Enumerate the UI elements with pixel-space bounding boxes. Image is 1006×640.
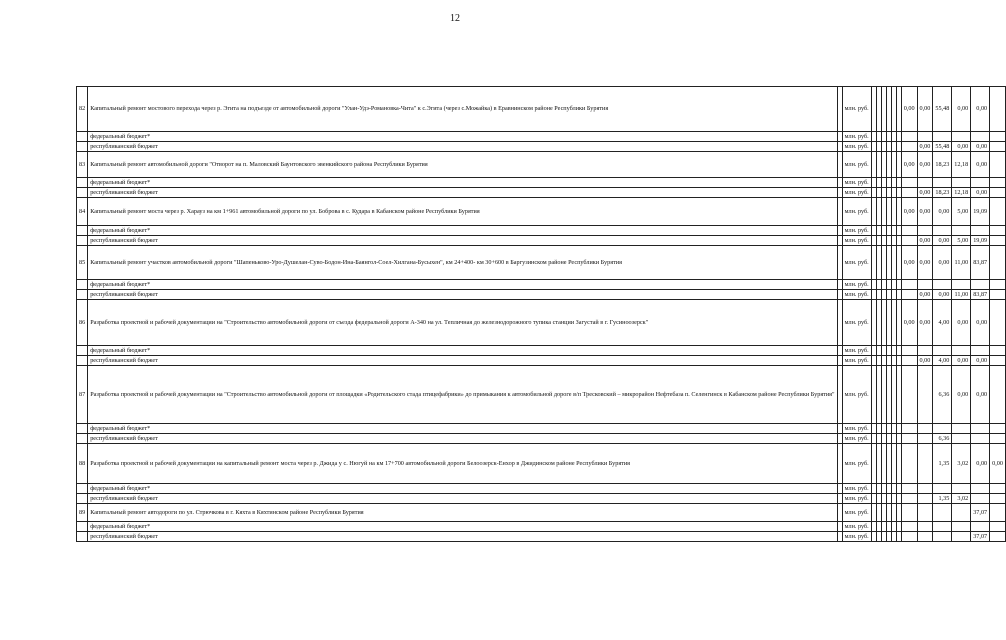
budget-source-name: федеральный бюджет*: [88, 484, 837, 494]
value-cell: [971, 494, 990, 504]
table-row-item: [77, 504, 1006, 522]
value-cell: [917, 346, 933, 356]
value-cell: 0,00: [971, 87, 990, 132]
value-cell: [990, 236, 1006, 246]
value-cell: 0,00: [971, 188, 990, 198]
unit-cell: млн. руб.: [842, 226, 871, 236]
budget-source-name: федеральный бюджет*: [88, 280, 837, 290]
value-cell: [901, 132, 917, 142]
value-cell: [990, 132, 1006, 142]
row-number: 86: [77, 300, 88, 346]
value-cell: [933, 132, 952, 142]
value-cell: 11,00: [952, 246, 971, 280]
value-cell: 0,00: [971, 444, 990, 484]
unit-cell: млн. руб.: [842, 142, 871, 152]
item-name: Разработка проектной и рабочей документации на капитальный ремонт моста через р. Джида у с. Нюгуй на км 17+700 автомобильной дороги Белоозерск-Енхор в Джидинском районе Республики Бурятия: [88, 444, 837, 484]
row-number: [77, 494, 88, 504]
value-cell: 0,00: [917, 356, 933, 366]
unit-cell: млн. руб.: [842, 246, 871, 280]
value-cell: [952, 532, 971, 542]
row-number: [77, 178, 88, 188]
value-cell: 0,00: [917, 87, 933, 132]
table-row-budget-source: [77, 188, 1006, 198]
value-cell: [990, 434, 1006, 444]
budget-source-name: федеральный бюджет*: [88, 178, 837, 188]
unit-cell: млн. руб.: [842, 300, 871, 346]
value-cell: 83,87: [971, 246, 990, 280]
table-row-budget-source: [77, 424, 1006, 434]
value-cell: [917, 132, 933, 142]
value-cell: [901, 444, 917, 484]
value-cell: [917, 366, 933, 424]
value-cell: 0,00: [971, 152, 990, 178]
unit-cell: млн. руб.: [842, 198, 871, 226]
value-cell: 4,00: [933, 356, 952, 366]
budget-source-name: республиканский бюджет: [88, 532, 837, 542]
unit-cell: млн. руб.: [842, 236, 871, 246]
unit-cell: млн. руб.: [842, 346, 871, 356]
value-cell: 55,48: [933, 142, 952, 152]
value-cell: [952, 484, 971, 494]
value-cell: 1,35: [933, 494, 952, 504]
value-cell: 19,09: [971, 198, 990, 226]
item-name: Разработка проектной и рабочей документации на "Строительство автомобильной дороги от съезда федеральной дороги А-340 на ул. Тепличная до железнодорожного тупика станции Загустай в г. Гусиноозерск": [88, 300, 837, 346]
value-cell: 0,00: [917, 290, 933, 300]
value-cell: [917, 522, 933, 532]
row-number: 89: [77, 504, 88, 522]
value-cell: 0,00: [917, 142, 933, 152]
unit-cell: млн. руб.: [842, 280, 871, 290]
page-number: 12: [450, 13, 460, 24]
value-cell: [971, 280, 990, 290]
unit-cell: млн. руб.: [842, 484, 871, 494]
unit-cell: млн. руб.: [842, 178, 871, 188]
value-cell: 12,18: [952, 152, 971, 178]
value-cell: [901, 226, 917, 236]
value-cell: 5,00: [952, 198, 971, 226]
row-number: 84: [77, 198, 88, 226]
unit-cell: млн. руб.: [842, 532, 871, 542]
value-cell: [952, 424, 971, 434]
table-row-budget-source: [77, 346, 1006, 356]
unit-cell: млн. руб.: [842, 434, 871, 444]
value-cell: [990, 366, 1006, 424]
value-cell: [933, 346, 952, 356]
unit-cell: млн. руб.: [842, 504, 871, 522]
table-row-budget-source: [77, 142, 1006, 152]
row-number: [77, 532, 88, 542]
table-row-budget-source: [77, 522, 1006, 532]
table-row-budget-source: [77, 132, 1006, 142]
value-cell: [952, 178, 971, 188]
budget-source-name: федеральный бюджет*: [88, 522, 837, 532]
value-cell: 4,00: [933, 300, 952, 346]
value-cell: 37,07: [971, 504, 990, 522]
value-cell: [990, 188, 1006, 198]
value-cell: [901, 504, 917, 522]
budget-source-name: республиканский бюджет: [88, 356, 837, 366]
value-cell: [901, 532, 917, 542]
budget-source-name: федеральный бюджет*: [88, 132, 837, 142]
value-cell: 0,00: [971, 366, 990, 424]
value-cell: [933, 522, 952, 532]
table-row-item: [77, 152, 1006, 178]
value-cell: [952, 522, 971, 532]
value-cell: [901, 424, 917, 434]
unit-cell: млн. руб.: [842, 152, 871, 178]
value-cell: 0,00: [901, 246, 917, 280]
value-cell: [901, 356, 917, 366]
value-cell: [933, 280, 952, 290]
row-number: [77, 142, 88, 152]
value-cell: [990, 290, 1006, 300]
value-cell: 0,00: [952, 366, 971, 424]
row-number: 83: [77, 152, 88, 178]
row-number: 88: [77, 444, 88, 484]
row-number: [77, 434, 88, 444]
item-name: Капитальный ремонт участков автомобильной дороги "Шапеньково-Уро-Душелан-Суво-Бодон-Ина-Баянгол-Соел-Хилгана-Бусыхен", км 24+400- км 30+600 в Баргузинском районе Республики Бурятия: [88, 246, 837, 280]
item-name: Капитальный ремонт автодороги по ул. Стрючкова в г. Кяхта в Кяхтинском районе Республики Бурятия: [88, 504, 837, 522]
table-row-item: [77, 444, 1006, 484]
value-cell: 0,00: [933, 198, 952, 226]
row-number: [77, 346, 88, 356]
value-cell: [901, 290, 917, 300]
value-cell: [952, 346, 971, 356]
value-cell: [901, 236, 917, 246]
value-cell: 0,00: [933, 290, 952, 300]
value-cell: [901, 366, 917, 424]
value-cell: 0,00: [952, 142, 971, 152]
budget-source-name: республиканский бюджет: [88, 494, 837, 504]
item-name: Капитальный ремонт автомобильной дороги "Отворот на п. Маловский Баунтовского эвенкийского района Республики Бурятия: [88, 152, 837, 178]
row-number: [77, 188, 88, 198]
value-cell: [901, 522, 917, 532]
table-row-item: [77, 87, 1006, 132]
value-cell: 0,00: [901, 152, 917, 178]
value-cell: [917, 424, 933, 434]
row-number: [77, 290, 88, 300]
value-cell: [952, 226, 971, 236]
value-cell: [990, 504, 1006, 522]
row-number: [77, 356, 88, 366]
value-cell: [971, 434, 990, 444]
row-number: [77, 522, 88, 532]
value-cell: [933, 424, 952, 434]
budget-source-name: республиканский бюджет: [88, 290, 837, 300]
table-row-item: [77, 300, 1006, 346]
value-cell: [990, 246, 1006, 280]
value-cell: [901, 494, 917, 504]
value-cell: [901, 484, 917, 494]
row-number: [77, 236, 88, 246]
table-row-budget-source: [77, 532, 1006, 542]
budget-table: [76, 86, 1006, 542]
value-cell: [990, 356, 1006, 366]
value-cell: [952, 434, 971, 444]
value-cell: 0,00: [901, 87, 917, 132]
value-cell: 55,48: [933, 87, 952, 132]
row-number: [77, 280, 88, 290]
value-cell: [933, 484, 952, 494]
unit-cell: млн. руб.: [842, 87, 871, 132]
budget-source-name: федеральный бюджет*: [88, 346, 837, 356]
value-cell: [917, 434, 933, 444]
value-cell: 18,23: [933, 152, 952, 178]
value-cell: 0,00: [952, 87, 971, 132]
value-cell: 0,00: [901, 300, 917, 346]
value-cell: 0,00: [917, 152, 933, 178]
value-cell: [901, 346, 917, 356]
value-cell: [990, 300, 1006, 346]
value-cell: [933, 504, 952, 522]
value-cell: 0,00: [917, 198, 933, 226]
value-cell: [990, 522, 1006, 532]
value-cell: [971, 178, 990, 188]
budget-source-name: республиканский бюджет: [88, 142, 837, 152]
value-cell: [971, 484, 990, 494]
value-cell: 0,00: [952, 300, 971, 346]
row-number: [77, 132, 88, 142]
value-cell: [990, 346, 1006, 356]
value-cell: [990, 226, 1006, 236]
value-cell: 0,00: [933, 246, 952, 280]
value-cell: [901, 188, 917, 198]
value-cell: [952, 504, 971, 522]
row-number: 87: [77, 366, 88, 424]
value-cell: [990, 87, 1006, 132]
value-cell: [917, 280, 933, 290]
value-cell: 5,00: [952, 236, 971, 246]
value-cell: [990, 280, 1006, 290]
value-cell: 6,36: [933, 366, 952, 424]
unit-cell: млн. руб.: [842, 290, 871, 300]
value-cell: 3,02: [952, 494, 971, 504]
value-cell: 0,00: [971, 356, 990, 366]
value-cell: [971, 424, 990, 434]
item-name: Разработка проектной и рабочей документации на "Строительство автомобильной дороги от площадки «Родительского стада птицефабрики» до примыкания к автомобильной дороге в/п Тресковский – микрорайон Нефтебаза п. Селенгинск в Кабанском районе Республики Бурятия": [88, 366, 837, 424]
value-cell: 0,00: [917, 246, 933, 280]
value-cell: [917, 484, 933, 494]
value-cell: 6,36: [933, 434, 952, 444]
budget-source-name: республиканский бюджет: [88, 434, 837, 444]
item-name: Капитальный ремонт мостового перехода через р. Эгита на подъезде от автомобильной дороги "Улан-Удэ-Романовка-Чита" к с.Эгита (через с.Можайка) в Еравнинском районе Республики Бурятия: [88, 87, 837, 132]
value-cell: 18,23: [933, 188, 952, 198]
value-cell: [990, 424, 1006, 434]
unit-cell: млн. руб.: [842, 444, 871, 484]
value-cell: [917, 178, 933, 188]
table-row-budget-source: [77, 236, 1006, 246]
value-cell: 0,00: [971, 142, 990, 152]
value-cell: [990, 152, 1006, 178]
value-cell: [901, 434, 917, 444]
table-row-budget-source: [77, 434, 1006, 444]
value-cell: 1,35: [933, 444, 952, 484]
value-cell: 0,00: [952, 356, 971, 366]
value-cell: 37,07: [971, 532, 990, 542]
value-cell: 0,00: [990, 444, 1006, 484]
value-cell: [917, 494, 933, 504]
row-number: 82: [77, 87, 88, 132]
table-row-budget-source: [77, 226, 1006, 236]
table-row-budget-source: [77, 484, 1006, 494]
value-cell: [933, 226, 952, 236]
value-cell: [933, 532, 952, 542]
item-name: Капитальный ремонт моста через р. Харауз на км 1+961 автомобильной дороги по ул. Боброва в с. Кудара в Кабанском районе Республики Бурятия: [88, 198, 837, 226]
budget-source-name: республиканский бюджет: [88, 188, 837, 198]
value-cell: [901, 142, 917, 152]
table-row-budget-source: [77, 494, 1006, 504]
value-cell: 3,02: [952, 444, 971, 484]
row-number: [77, 424, 88, 434]
row-number: [77, 484, 88, 494]
unit-cell: млн. руб.: [842, 424, 871, 434]
table-row-budget-source: [77, 178, 1006, 188]
value-cell: 0,00: [917, 236, 933, 246]
value-cell: [990, 484, 1006, 494]
value-cell: [901, 178, 917, 188]
value-cell: 83,87: [971, 290, 990, 300]
row-number: [77, 226, 88, 236]
table-row-item: [77, 246, 1006, 280]
value-cell: 0,00: [901, 198, 917, 226]
value-cell: [917, 444, 933, 484]
value-cell: [917, 226, 933, 236]
value-cell: [990, 198, 1006, 226]
value-cell: [901, 280, 917, 290]
value-cell: [917, 504, 933, 522]
value-cell: 19,09: [971, 236, 990, 246]
value-cell: [971, 346, 990, 356]
value-cell: 0,00: [971, 300, 990, 346]
value-cell: [990, 532, 1006, 542]
table-row-item: [77, 198, 1006, 226]
value-cell: [971, 522, 990, 532]
value-cell: [952, 132, 971, 142]
value-cell: [971, 132, 990, 142]
unit-cell: млн. руб.: [842, 356, 871, 366]
value-cell: [952, 280, 971, 290]
value-cell: [917, 532, 933, 542]
value-cell: [990, 178, 1006, 188]
value-cell: [933, 178, 952, 188]
budget-source-name: федеральный бюджет*: [88, 226, 837, 236]
unit-cell: млн. руб.: [842, 366, 871, 424]
budget-source-name: республиканский бюджет: [88, 236, 837, 246]
table-row-budget-source: [77, 280, 1006, 290]
value-cell: 11,00: [952, 290, 971, 300]
unit-cell: млн. руб.: [842, 132, 871, 142]
unit-cell: млн. руб.: [842, 494, 871, 504]
value-cell: [990, 142, 1006, 152]
value-cell: 0,00: [917, 188, 933, 198]
table-row-item: [77, 366, 1006, 424]
unit-cell: млн. руб.: [842, 522, 871, 532]
value-cell: [990, 494, 1006, 504]
budget-source-name: федеральный бюджет*: [88, 424, 837, 434]
value-cell: 0,00: [917, 300, 933, 346]
row-number: 85: [77, 246, 88, 280]
table-row-budget-source: [77, 356, 1006, 366]
value-cell: 12,18: [952, 188, 971, 198]
unit-cell: млн. руб.: [842, 188, 871, 198]
value-cell: 0,00: [933, 236, 952, 246]
table-row-budget-source: [77, 290, 1006, 300]
value-cell: [971, 226, 990, 236]
